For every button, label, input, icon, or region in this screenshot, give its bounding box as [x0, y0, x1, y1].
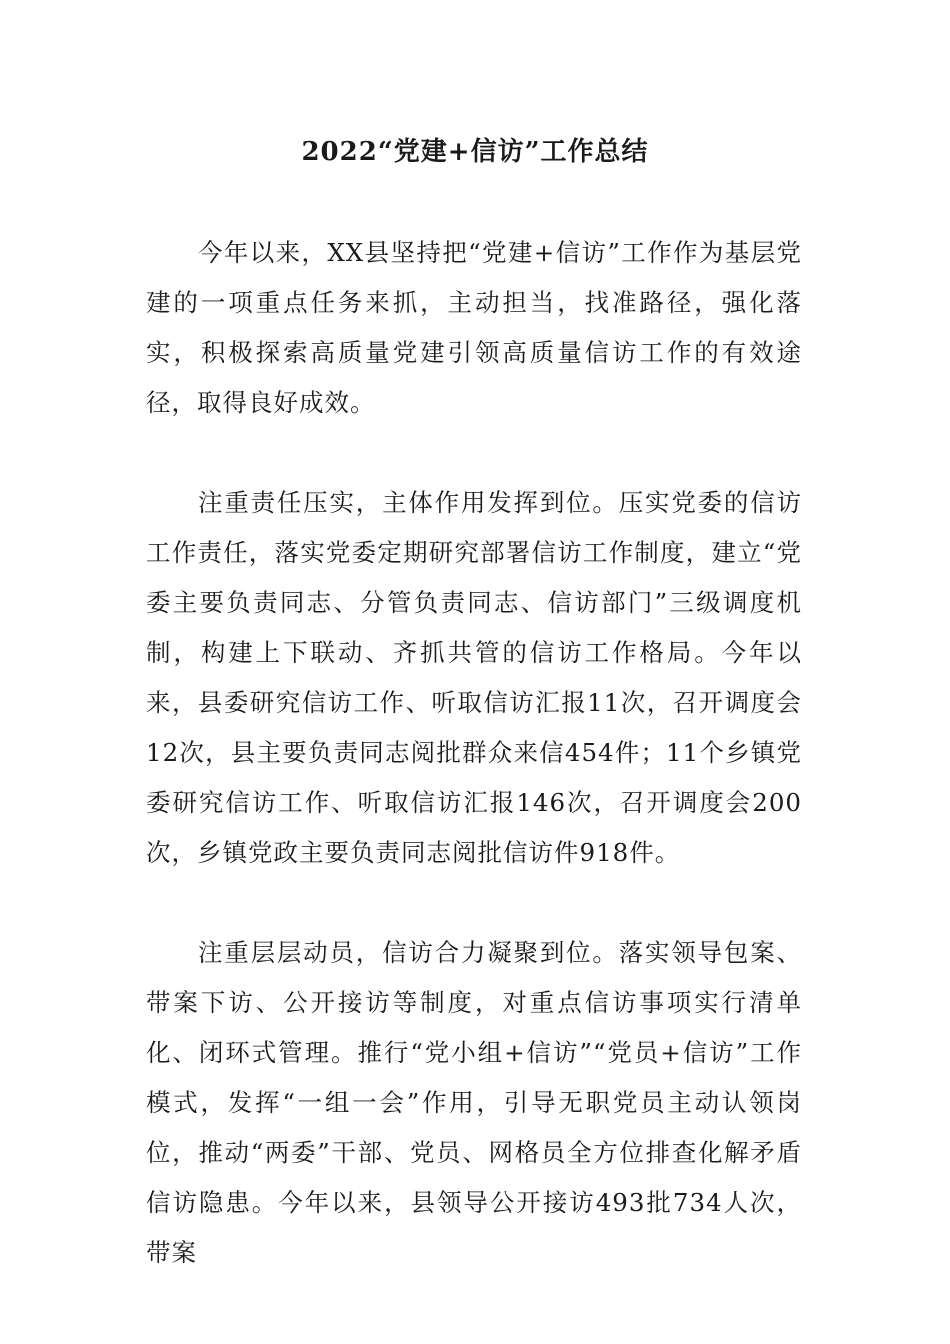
paragraph-mobilization: 注重层层动员，信访合力凝聚到位。落实领导包案、带案下访、公开接访等制度，对重点信访事项实行清单化、闭环式管理。推行“党小组+信访”“党员+信访”工作模式，发挥“一组一会”作用，引导无职党员主动认领岗位，推动“两委”干部、党员、网格员全方位排查化解矛盾信访隐患。今年以来，县领导公开接访493批734人次，带案: [146, 938, 802, 1267]
paragraph-intro: 今年以来，XX县坚持把“党建+信访”工作作为基层党建的一项重点任务来抓，主动担当，找准路径，强化落实，积极探索高质量党建引领高质量信访工作的有效途径，取得良好成效。: [146, 238, 802, 417]
paragraph-responsibility: 注重责任压实，主体作用发挥到位。压实党委的信访工作责任，落实党委定期研究部署信访工作制度，建立“党委主要负责同志、分管负责同志、信访部门”三级调度机制，构建上下联动、齐抓共管的信访工作格局。今年以来，县委研究信访工作、听取信访汇报11次，召开调度会12次，县主要负责同志阅批群众来信454件；11个乡镇党委研究信访工作、听取信访汇报146次，召开调度会200次，乡镇党政主要负责同志阅批信访件918件。: [146, 488, 802, 867]
document-title: 2022“党建+信访”工作总结: [301, 137, 649, 167]
